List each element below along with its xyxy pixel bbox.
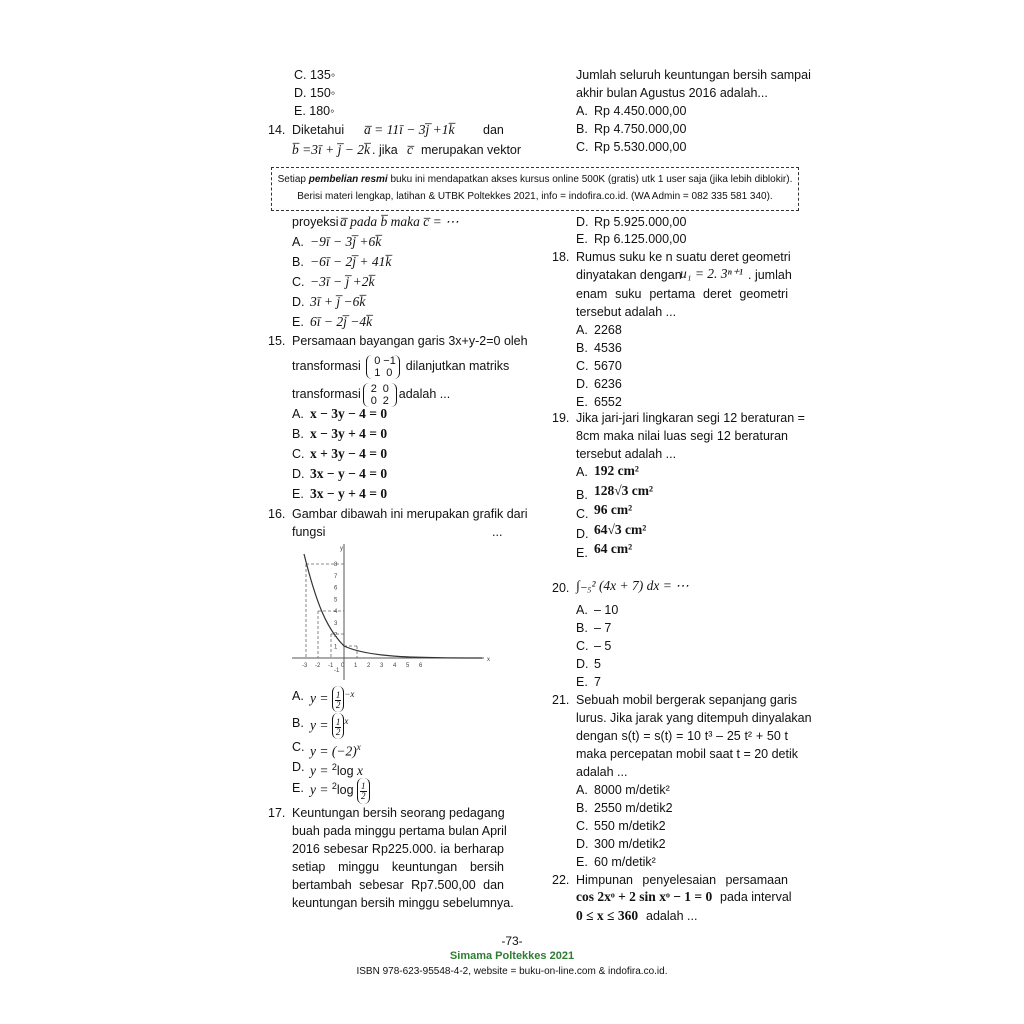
q18-option-value: 5670 (594, 359, 622, 373)
q16-option-c: $y = (-2)^x$ (310, 742, 361, 759)
q17-option-label: A. (576, 104, 588, 118)
q21-option-value: 8000 m/detik² (594, 783, 670, 797)
q21-option-label: B. (576, 801, 588, 815)
q22-text-adalah: adalah ... (646, 909, 698, 923)
q20-option-value: – 7 (594, 621, 612, 635)
q20-option-value: 7 (594, 675, 601, 689)
q17-option-label: E. (576, 232, 588, 246)
q17-option-label: C. (576, 140, 589, 154)
q19-option-label: D. (576, 527, 589, 541)
q21-option-label: A. (576, 783, 588, 797)
q16-option-label: A. (292, 689, 304, 703)
q18-option-value: 4536 (594, 341, 622, 355)
q22-number: 22. (552, 873, 570, 887)
q21-number: 21. (552, 693, 570, 707)
q17-line: setiap minggu keuntungan bersih (292, 860, 504, 874)
q20-option-value: – 5 (594, 639, 612, 653)
curve (304, 554, 482, 658)
q18-option-label: A. (576, 323, 588, 337)
q18-option-label: B. (576, 341, 588, 355)
q15-line1: Persamaan bayangan garis 3x+y-2=0 oleh (292, 334, 528, 348)
x-tick-label: 0 (341, 663, 345, 669)
y-tick-label: 3 (334, 620, 338, 627)
q14-option-label: C. (292, 275, 305, 289)
q17-line: buah pada minggu pertama bulan April (292, 824, 507, 838)
q15-text-dilanjutkan: dilanjutkan matriks (405, 359, 510, 373)
q21-line4: maka percepatan mobil saat t = 20 detik (576, 747, 799, 761)
q14-option-label: B. (292, 255, 304, 269)
q14-option-label: A. (292, 235, 304, 249)
q15-number: 15. (268, 334, 286, 348)
q21-line2: lurus. Jika jarak yang ditempuh dinyalakan (576, 711, 812, 725)
q14-vector-a: a̅ = 11ī − 3j̅ +1k̅ (364, 122, 455, 137)
q17-option-value: Rp 4.450.000,00 (594, 104, 687, 118)
q18-number: 18. (552, 250, 570, 264)
q20-option-label: A. (576, 603, 588, 617)
q15-text-transformasi: transformasi (292, 359, 361, 373)
footer-title: Simama Poltekkes 2021 (449, 950, 575, 962)
q15-option-label: E. (292, 487, 304, 501)
q20-option-label: E. (576, 675, 588, 689)
q16-option-label: C. (292, 740, 305, 754)
exponential-graph (288, 540, 498, 682)
q22-interval: 0 ≤ x ≤ 360 (576, 908, 639, 923)
x-tick-label: 2 (367, 663, 371, 669)
q18-line4: tersebut adalah ... (576, 305, 677, 319)
q21-option-label: C. (576, 819, 589, 833)
q17-option-value: Rp 5.530.000,00 (594, 140, 687, 154)
q20-option-label: B. (576, 621, 588, 635)
q19-line2: 8cm maka nilai luas segi 12 beraturan (576, 429, 788, 443)
q21-option-value: 60 m/detik² (594, 855, 656, 869)
matrix-1: 0 −1 1 0 (366, 355, 400, 379)
q16-line1: Gambar dibawah ini merupakan grafik dari (292, 507, 528, 521)
q16-option-a: y = $\frac{1}{2} ^{-x}$ (310, 681, 354, 712)
q14-text-proyeksi: proyeksi (292, 215, 339, 229)
q15-option-label: D. (292, 467, 305, 481)
q16-option-b: y = $\frac{1}{2} ^x$ (310, 708, 348, 739)
q18-option-label: C. (576, 359, 589, 373)
q17-cont-line: akhir bulan Agustus 2016 adalah... (576, 86, 768, 100)
q16-option-d: y = $^2$log x (310, 762, 364, 779)
q14-text: Diketahui (292, 123, 345, 137)
q14-option-value: −3ī − j̅ +2k̅ (310, 274, 375, 289)
q13-option-e: E. 180◦ (294, 104, 335, 118)
q18-option-value: 6552 (594, 395, 622, 409)
q20-option-label: D. (576, 657, 589, 671)
q17-option-label: D. (576, 215, 589, 229)
banner-line2: Berisi materi lengkap, latihan & UTBK Poltekkes 2021, info = indofira.co.id. (WA Admin = 082 335 581 340). (297, 191, 773, 202)
q18-formula: u₁ = 2. 3ⁿ⁺¹ (680, 266, 743, 281)
q14-vector-b: b̅ =3ī + j̅ − 2k̅ (292, 142, 370, 157)
y-tick-label: 6 (334, 585, 338, 592)
q17-line: keuntungan bersih minggu sebelumnya. (292, 896, 514, 910)
q16-ellipsis: ... (492, 525, 503, 539)
q21-option-label: D. (576, 837, 589, 851)
q17-cont-line: Jumlah seluruh keuntungan bersih sampai (576, 68, 811, 82)
q15-line2 (292, 353, 509, 379)
q21-line5: adalah ... (576, 765, 628, 779)
q20-option-value: – 10 (594, 603, 619, 617)
q21-option-value: 2550 m/detik2 (594, 801, 673, 815)
x-axis-label: x (487, 657, 490, 663)
q21-option-value: 300 m/detik2 (594, 837, 666, 851)
q15-option-value: x − 3y + 4 = 0 (310, 426, 388, 441)
y-tick-label: 8 (334, 562, 338, 568)
q17-line: 2016 sebesar Rp225.000. ia berharap (292, 842, 504, 856)
y-tick-label: -1 (334, 667, 340, 674)
q14-option-value: −9ī − 3j̅ +6k̅ (310, 234, 382, 249)
q19-option-label: B. (576, 488, 588, 502)
guide-lines (306, 564, 357, 658)
q15-option-label: B. (292, 427, 304, 441)
q21-line1: Sebuah mobil bergerak sepanjang garis (576, 693, 797, 707)
q19-option-label: A. (576, 465, 588, 479)
q17-option-label: B. (576, 122, 588, 136)
y-tick-label: 5 (334, 597, 338, 604)
x-tick-label: 4 (393, 663, 397, 669)
y-axis-label: y (340, 546, 343, 552)
matrix-2: 2 0 0 2 (363, 383, 397, 407)
q14-vector-c: c̅ (407, 142, 413, 157)
q19-option-value: 96 cm² (594, 502, 633, 517)
q22-text-interval: pada interval (720, 890, 792, 904)
q15-option-label: C. (292, 447, 305, 461)
q19-option-value: 64√3 cm² (594, 522, 647, 537)
q19-line3: tersebut adalah ... (576, 447, 677, 461)
banner-line1: Setiap pembelian resmi buku ini mendapatkan akses kursus online 500K (gratis) utk 1 user saja (jika lebih diblokir). (277, 174, 793, 185)
q19-number: 19. (552, 411, 570, 425)
q14-text-dan: dan (483, 123, 504, 137)
y-tick-label: 1 (334, 644, 338, 651)
x-tick-label: 1 (354, 663, 358, 669)
q14-option-value: −6ī − 2j̅ + 41k̅ (310, 254, 392, 269)
q16-option-label: D. (292, 760, 305, 774)
q19-option-label: C. (576, 507, 589, 521)
q17-line: Keuntungan bersih seorang pedagang (292, 806, 505, 820)
q14-text-vektor: merupakan vektor (421, 143, 522, 157)
q17-option-value: Rp 4.750.000,00 (594, 122, 687, 136)
q15-text-transformasi-2: transformasi (292, 387, 361, 401)
q20-integral: ∫₋₅² (4x + 7) dx = ⋯ (576, 578, 689, 593)
x-tick-label: -3 (302, 663, 308, 669)
footer-isbn: ISBN 978-623-95548-4-2, website = buku-on-line.com & indofira.co.id. (356, 966, 668, 977)
q18-text-dinyatakan: dinyatakan dengan (576, 268, 682, 282)
q20-option-label: C. (576, 639, 589, 653)
q21-option-value: 550 m/detik2 (594, 819, 666, 833)
q15-option-value: 3x − y − 4 = 0 (310, 466, 388, 481)
q13-option-c: C. 135◦ (294, 68, 336, 82)
promo-banner (271, 167, 799, 211)
q14-text-jika: . jika (372, 143, 398, 157)
q14-option-value: 3ī + j̅ −6k̅ (310, 294, 366, 309)
q19-option-label: E. (576, 546, 588, 560)
q16-option-label: B. (292, 716, 304, 730)
q14-option-label: E. (292, 315, 304, 329)
q15-text-adalah: adalah ... (398, 387, 451, 401)
q21-line3: dengan s(t) = s(t) = 10 t³ – 25 t² + 50 t (576, 729, 788, 743)
q14-option-label: D. (292, 295, 305, 309)
q18-option-value: 6236 (594, 377, 622, 391)
q18-option-label: D. (576, 377, 589, 391)
q20-option-value: 5 (594, 657, 601, 671)
q22-line1: Himpunan penyelesaian persamaan (576, 873, 788, 887)
q19-option-value: 128√3 cm² (594, 483, 654, 498)
page-number: -73- (501, 934, 523, 948)
q14-number: 14. (268, 123, 286, 137)
q16-option-label: E. (292, 781, 304, 795)
q17-option-value: Rp 6.125.000,00 (594, 232, 687, 246)
y-tick-label: 2 (334, 632, 338, 639)
q16-text-fungsi: fungsi (292, 525, 326, 539)
y-tick-label: 4 (334, 609, 338, 615)
y-tick-label: 7 (334, 573, 338, 580)
x-tick-label: 3 (380, 663, 384, 669)
x-tick-label: 6 (419, 663, 423, 669)
x-tick-label: 5 (406, 663, 410, 669)
q18-text-jumlah: . jumlah (748, 268, 792, 282)
q17-number: 17. (268, 806, 286, 820)
q14-option-value: 6ī − 2j̅ −4k̅ (310, 314, 373, 329)
q18-line1: Rumus suku ke n suatu deret geometri (576, 250, 791, 264)
q22-equation: cos 2xᵒ + 2 sin xᵒ − 1 = 0 (576, 889, 713, 904)
q13-option-d: D. 150◦ (294, 86, 336, 100)
q17-line: bertambah sebesar Rp7.500,00 dan (292, 878, 504, 892)
q15-option-value: x − 3y − 4 = 0 (310, 406, 388, 421)
q18-option-value: 2268 (594, 323, 622, 337)
q19-option-value: 64 cm² (594, 541, 633, 556)
q15-option-value: 3x − y + 4 = 0 (310, 486, 388, 501)
x-tick-label: -1 (328, 663, 334, 669)
q14-projection-math: a̅ pada b̅ maka c̅ = ⋯ (340, 214, 459, 229)
q15-option-value: x + 3y − 4 = 0 (310, 446, 388, 461)
q17-option-value: Rp 5.925.000,00 (594, 215, 687, 229)
q15-option-label: A. (292, 407, 304, 421)
q15-line3 (292, 381, 450, 407)
q18-line3: enam suku pertama deret geometri (576, 287, 788, 301)
q19-line1: Jika jari-jari lingkaran segi 12 beraturan = (576, 411, 805, 425)
x-tick-label: -2 (315, 663, 321, 669)
q19-option-value: 192 cm² (594, 463, 639, 478)
q20-number: 20. (552, 581, 570, 595)
q18-option-label: E. (576, 395, 588, 409)
q21-option-label: E. (576, 855, 588, 869)
q16-option-e: y = $^2$log $\frac{1}{2}$ (310, 773, 370, 804)
q16-number: 16. (268, 507, 286, 521)
